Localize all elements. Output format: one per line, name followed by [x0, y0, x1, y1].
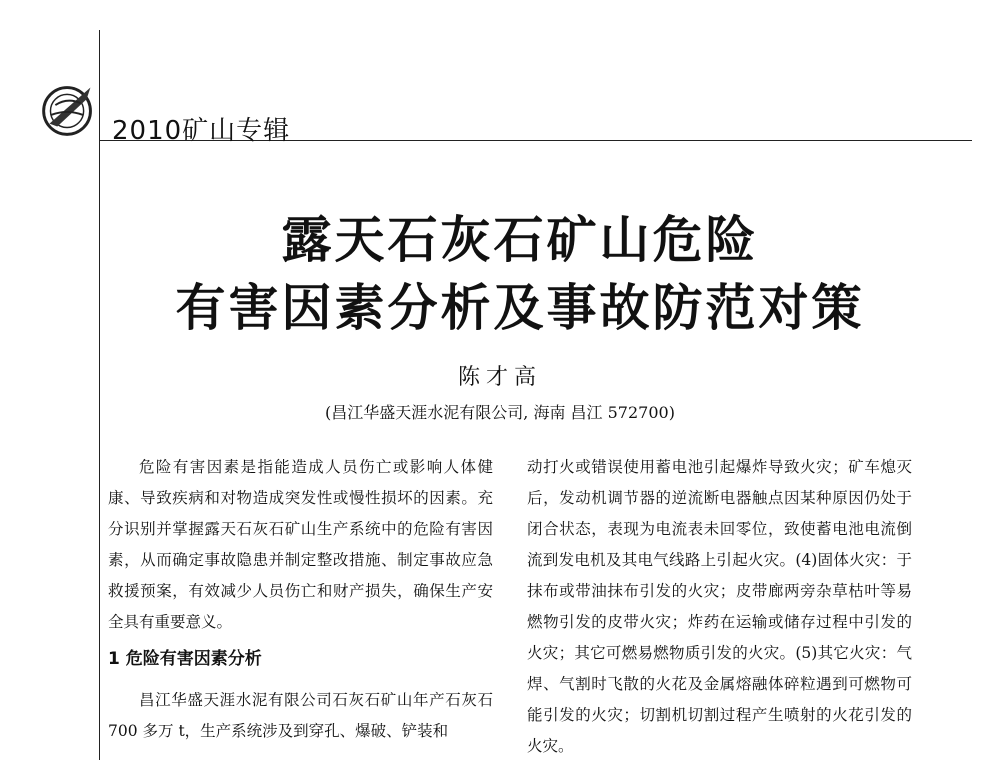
article-author: 陈才高: [457, 365, 542, 390]
body-paragraph: 危险有害因素是指能造成人员伤亡或影响人体健康、导致疾病和对物造成突发性或慢性损坏的因素。充分识别并掌握露天石灰石矿山生产系统中的危险有害因素，从而确定事故隐患并制定整改措施、制定事故应急救援预案，有效减少人员伤亡和财产损失，确保生产安全具有重要意义。: [108, 458, 493, 631]
journal-logo-icon: [30, 70, 108, 148]
article-title-line-1: 露天石灰石矿山危险: [281, 211, 759, 269]
body-paragraph: 动打火或错误使用蓄电池引起爆炸导致火灾；矿车熄灭后，发动机调节器的逆流断电器触点因某种原因仍处于闭合状态，表现为电流表未回零位，致使蓄电池电流倒流到发电机及其电气线路上引起火灾。(4)固体火灾：于抹布或带油抹布引发的火灾；皮带廊两旁杂草枯叶等易燃物引发的皮带火灾；炸药在运输或储存过程中引发的火灾；其它可燃易燃物质引发的火灾。(5)其它火灾：气焊、气割时飞散的火花及金属熔融体碎粒遇到可燃物可能引发的火灾；切割机切割过程产生喷射的火花引发的火灾。: [527, 458, 912, 755]
body-column-right: [527, 452, 912, 762]
article-title-line-2: 有害因素分析及事故防范对策: [175, 279, 865, 337]
body-paragraph: 昌江华盛天涯水泥有限公司石灰石矿山年产石灰石 700 多万 t，生产系统涉及到穿孔、爆破、铲装和: [108, 691, 493, 740]
journal-section-label: 2010矿山专辑: [112, 116, 291, 146]
author-affiliation: (昌江华盛天涯水泥有限公司, 海南 昌江 572700): [325, 403, 675, 422]
body-column-left: [108, 452, 493, 747]
section-heading: 1 危险有害因素分析: [108, 649, 262, 669]
